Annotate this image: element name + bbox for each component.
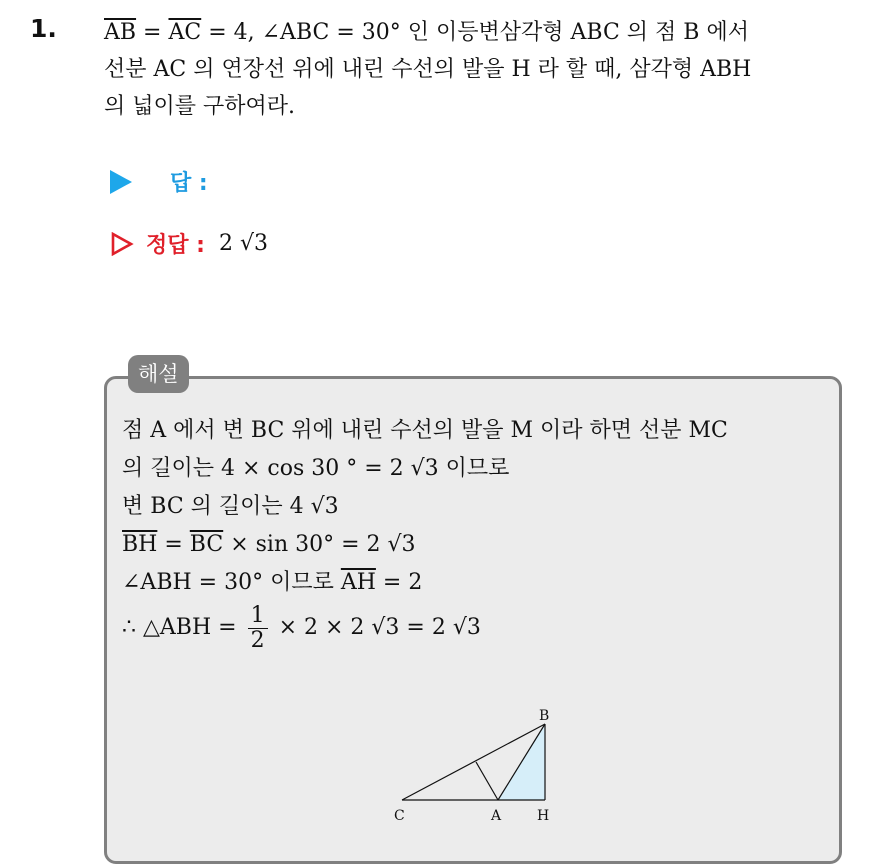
- explanation-text: [122, 412, 728, 654]
- explanation-line-6-rest: × 2 × 2 √3 = 2 √3: [271, 615, 481, 640]
- question-line-3: 의 넓이를 구하여라.: [104, 94, 295, 119]
- explanation-line-5: [122, 564, 728, 602]
- explanation-tab: 해설: [128, 355, 189, 393]
- question-line-2: 선분 AC 의 연장선 위에 내린 수선의 발을 H 라 할 때, 삼각형 ABH: [104, 57, 752, 82]
- question-line-1: [104, 14, 874, 51]
- correct-answer-label: 정답 :: [146, 233, 205, 258]
- equals-sign: =: [157, 532, 190, 557]
- segment-ac: $\overline{AC}$: [168, 20, 202, 45]
- label-h: H: [537, 808, 550, 824]
- fraction-one-half: [248, 604, 268, 653]
- correct-answer-value: 2 √3: [218, 231, 268, 256]
- label-c: C: [394, 808, 405, 824]
- question-line-1-rest: = 4, ∠ABC = 30° 인 이등변삼각형 ABC 의 점 B 에서: [201, 20, 749, 45]
- segment-bc: $\overline{BC}$: [189, 532, 224, 557]
- explanation-line-1: 점 A 에서 변 BC 위에 내린 수선의 발을 M 이라 하면 선분 MC: [122, 418, 728, 443]
- play-arrow-icon: [110, 170, 132, 194]
- label-a: A: [491, 808, 502, 824]
- segment-a-m: [476, 762, 498, 800]
- therefore-expression: ∴ △ABH =: [122, 615, 244, 640]
- label-b: B: [539, 708, 550, 724]
- explanation-line-4: [122, 526, 728, 564]
- explanation-line-3: 변 BC 의 길이는 4 √3: [122, 494, 339, 519]
- explanation-line-5-rest: = 2: [375, 570, 423, 595]
- triangle-diagram: [380, 700, 570, 830]
- question-text: [104, 14, 874, 125]
- answer-row: [110, 166, 208, 197]
- fraction-denominator: 2: [250, 627, 265, 653]
- fraction-numerator: 1: [248, 604, 268, 629]
- outline-arrow-icon: [110, 232, 134, 256]
- segment-bh: $\overline{BH}$: [122, 532, 158, 557]
- explanation-line-5-pre: ∠ABH = 30° 이므로: [122, 570, 341, 595]
- correct-answer-row: [110, 228, 268, 259]
- question-number: 1.: [30, 14, 57, 43]
- segment-ah: $\overline{AH}$: [340, 570, 376, 595]
- explanation-line-2: 의 길이는 4 × cos 30 ° = 2 √3 이므로: [122, 456, 510, 481]
- explanation-line-6: [122, 602, 728, 654]
- equals-sign: =: [136, 20, 169, 45]
- segment-ab: $\overline{AB}$: [104, 20, 137, 45]
- explanation-line-4-rest: × sin 30° = 2 √3: [223, 532, 416, 557]
- answer-label: 답 :: [170, 171, 208, 196]
